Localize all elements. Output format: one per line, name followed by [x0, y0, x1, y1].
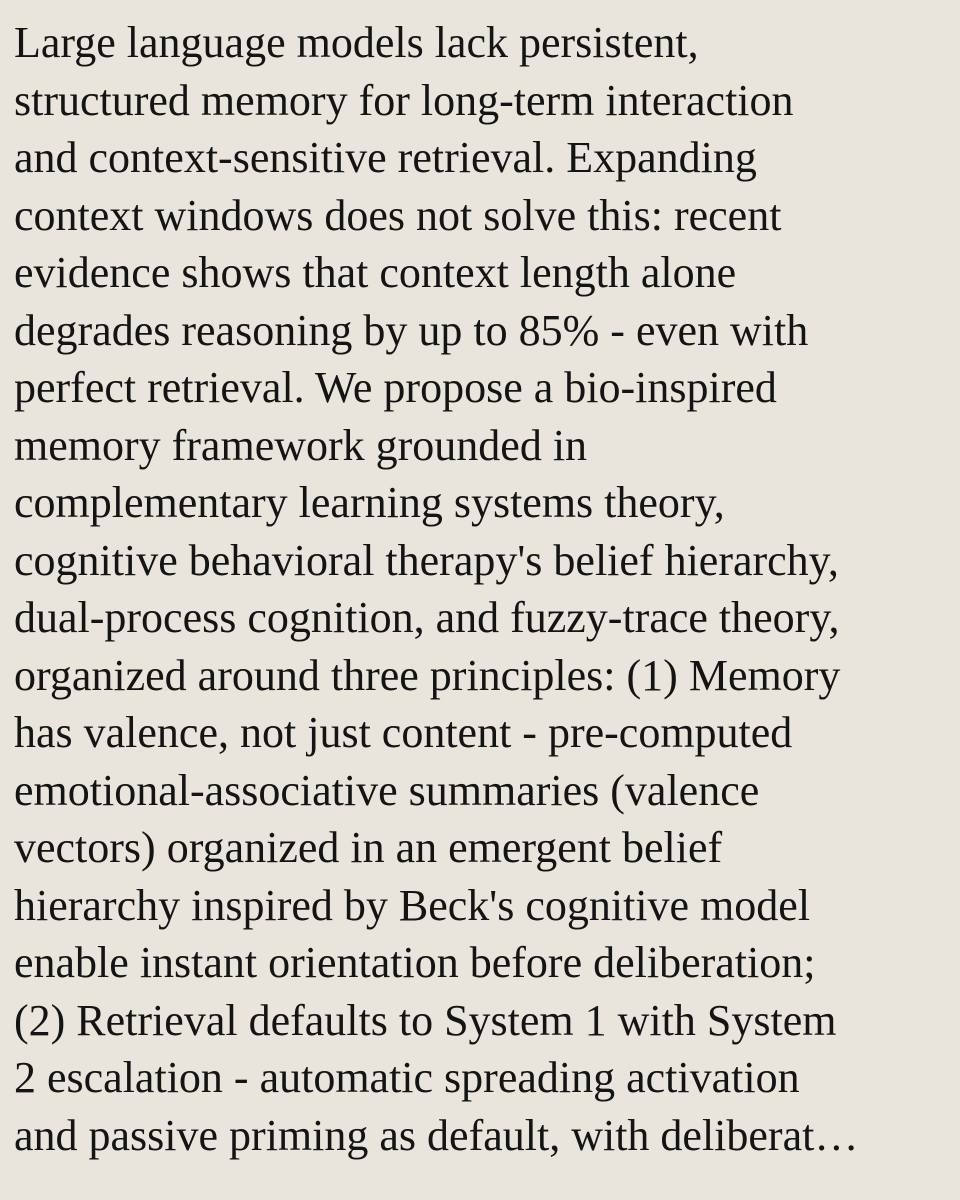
- text-line: cognitive behavioral therapy's belief hierarchy,: [14, 535, 839, 585]
- text-line: and context-sensitive retrieval. Expanding: [14, 133, 757, 182]
- text-line: organized around three principles: (1) Memory: [14, 650, 841, 700]
- text-line: evidence shows that context length alone: [14, 248, 737, 297]
- text-line: perfect retrieval. We propose a bio-inspired: [14, 363, 777, 412]
- text-line: complementary learning systems theory,: [14, 478, 725, 527]
- text-line: 2 escalation - automatic spreading activation: [14, 1053, 800, 1102]
- text-line: vectors) organized in an emergent belief: [14, 823, 723, 872]
- text-line: hierarchy inspired by Beck's cognitive model: [14, 880, 811, 930]
- text-line: dual-process cognition, and fuzzy-trace theory,: [14, 593, 840, 642]
- text-line: Large language models lack persistent,: [14, 18, 699, 67]
- text-line: and passive priming as default, with deliberat…: [14, 1110, 859, 1160]
- text-line: emotional-associative summaries (valence: [14, 765, 760, 815]
- text-line: structured memory for long-term interaction: [14, 75, 794, 125]
- abstract-text: [14, 14, 946, 1164]
- text-line: enable instant orientation before deliberation;: [14, 938, 816, 987]
- text-line: (2) Retrieval defaults to System 1 with System: [14, 995, 837, 1045]
- text-line: memory framework grounded in: [14, 420, 588, 470]
- text-line: degrades reasoning by up to 85% - even with: [14, 305, 809, 355]
- text-line: context windows does not solve this: recent: [14, 190, 782, 240]
- text-line: has valence, not just content - pre-computed: [14, 708, 793, 757]
